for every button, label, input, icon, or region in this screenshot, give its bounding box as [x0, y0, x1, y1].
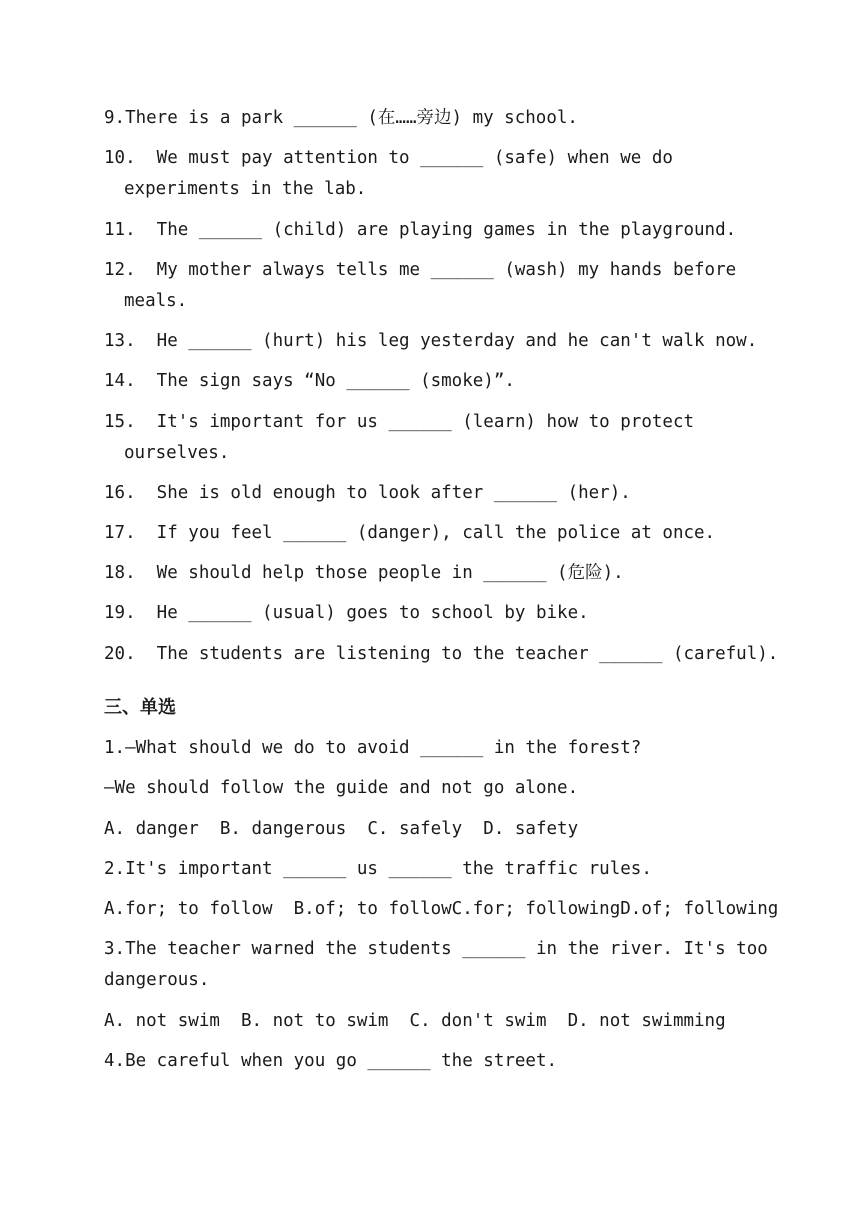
- question-15-continued: ourselves.: [124, 443, 230, 463]
- question-11: 11. The ______ (child) are playing games in the playground.: [104, 220, 737, 240]
- question-18: 18. We should help those people in ______ (危险).: [104, 563, 624, 583]
- question-20: 20. The students are listening to the teacher ______ (careful).: [104, 644, 779, 664]
- mc-question-4: 4.Be careful when you go ______ the street.: [104, 1051, 558, 1071]
- section-heading: 三、单选: [104, 697, 176, 718]
- mc-question-1-options: A. danger B. dangerous C. safely D. safety: [104, 819, 579, 839]
- question-10: 10. We must pay attention to ______ (safe) when we do: [104, 148, 673, 168]
- question-15: 15. It's important for us ______ (learn) how to protect: [104, 412, 695, 432]
- question-17: 17. If you feel ______ (danger), call the police at once.: [104, 523, 716, 543]
- question-10-continued: experiments in the lab.: [124, 179, 367, 199]
- mc-question-1: 1.—What should we do to avoid ______ in the forest?: [104, 738, 642, 758]
- question-12: 12. My mother always tells me ______ (wash) my hands before: [104, 260, 737, 280]
- question-19: 19. He ______ (usual) goes to school by bike.: [104, 603, 589, 623]
- mc-question-3-continued: dangerous.: [104, 970, 210, 990]
- question-9: 9.There is a park ______ (在……旁边) my school.: [104, 108, 578, 128]
- mc-question-2-options: A.for; to follow B.of; to followC.for; followingD.of; following: [104, 899, 779, 919]
- question-13: 13. He ______ (hurt) his leg yesterday and he can't walk now.: [104, 331, 758, 351]
- question-12-continued: meals.: [124, 291, 188, 311]
- mc-question-1-reply: —We should follow the guide and not go alone.: [104, 778, 579, 798]
- mc-question-2: 2.It's important ______ us ______ the traffic rules.: [104, 859, 652, 879]
- question-16: 16. She is old enough to look after ______ (her).: [104, 483, 631, 503]
- mc-question-3-options: A. not swim B. not to swim C. don't swim D. not swimming: [104, 1011, 726, 1031]
- question-14: 14. The sign says “No ______ (smoke)”.: [104, 371, 515, 391]
- mc-question-3: 3.The teacher warned the students ______ in the river. It's too: [104, 939, 768, 959]
